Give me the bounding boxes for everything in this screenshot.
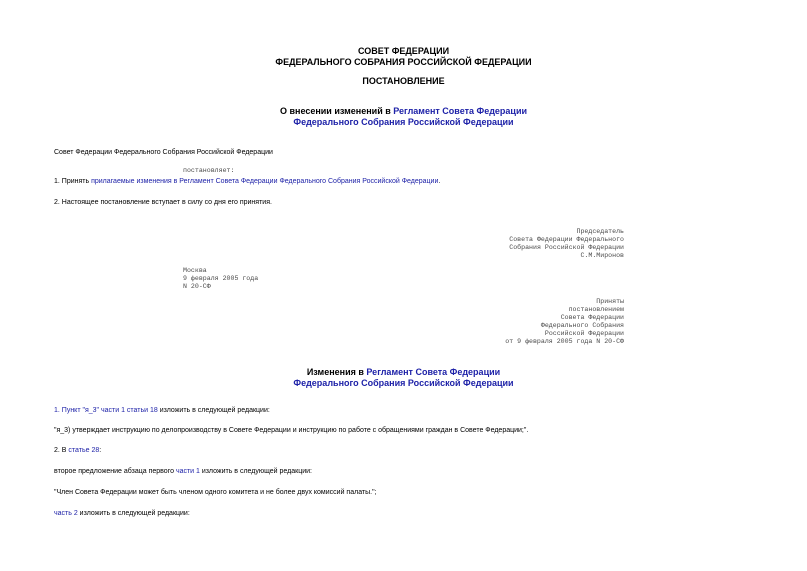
adopted-line5: Российской Федерации bbox=[544, 330, 624, 337]
title-prefix: О внесении изменений в bbox=[279, 106, 394, 116]
item-1 bbox=[54, 177, 440, 186]
item-2: 2. Настоящее постановление вступает в силу со дня его принятия. bbox=[54, 199, 272, 206]
adopted-line6: от 9 февраля 2005 года N 20-СФ bbox=[505, 338, 624, 345]
place-date: 9 февраля 2005 года bbox=[183, 275, 259, 282]
change-3-prefix: второе предложение абзаца первого bbox=[54, 468, 176, 475]
reglament-link[interactable]: Регламент Совета Федерации bbox=[393, 106, 528, 116]
change-5 bbox=[54, 509, 190, 518]
intro-text: Совет Федерации Федерального Собрания Российской Федерации bbox=[54, 149, 273, 156]
change-5-suffix: изложить в следующей редакции: bbox=[77, 510, 190, 517]
org-name-line2: ФЕДЕРАЛЬНОГО СОБРАНИЯ РОССИЙСКОЙ ФЕДЕРАЦИИ bbox=[275, 57, 532, 67]
change-2-prefix: 2. В bbox=[54, 447, 69, 454]
org-name-line1: СОВЕТ ФЕДЕРАЦИИ bbox=[357, 46, 450, 56]
resolves-text: постановляет: bbox=[183, 167, 235, 174]
change-3-link[interactable]: части 1 bbox=[175, 468, 200, 475]
change-5-link[interactable]: часть 2 bbox=[54, 510, 78, 517]
signature-line1: Председатель bbox=[576, 228, 624, 235]
change-4-quote: "Член Совета Федерации может быть членом одного комитета и не более двух комиссий палаты."; bbox=[54, 489, 377, 496]
changes-title-prefix: Изменения в bbox=[306, 367, 367, 377]
changes-title-line1 bbox=[0, 367, 807, 378]
change-2-suffix: : bbox=[99, 447, 102, 454]
change-1 bbox=[54, 406, 270, 415]
document-title-line1 bbox=[0, 106, 807, 117]
adopted-line3: Совета Федерации bbox=[560, 314, 624, 321]
signature-line2: Совета Федерации Федерального bbox=[509, 236, 624, 243]
changes-title-line2[interactable]: Федерального Собрания Российской Федерации bbox=[293, 378, 514, 388]
changes-reglament-link[interactable]: Регламент Совета Федерации bbox=[366, 367, 501, 377]
change-3-suffix: изложить в следующей редакции: bbox=[199, 468, 312, 475]
signature-line3: Собрания Российской Федерации bbox=[509, 244, 624, 251]
adopted-line4: Федерального Собрания bbox=[540, 322, 624, 329]
adopted-line2: постановлением bbox=[568, 306, 624, 313]
document-type: ПОСТАНОВЛЕНИЕ bbox=[362, 76, 445, 86]
item-1-link[interactable]: прилагаемые изменения в Регламент Совета Федерации Федерального Собрания Российской Федерации bbox=[91, 178, 439, 185]
place-city: Москва bbox=[183, 267, 207, 274]
change-2-link[interactable]: статье 28 bbox=[68, 447, 100, 454]
change-3 bbox=[54, 467, 312, 476]
signature-name: С.М.Миронов bbox=[580, 252, 624, 259]
document-title-line2[interactable]: Федерального Собрания Российской Федерации bbox=[293, 117, 514, 127]
place-number: N 20-СФ bbox=[183, 283, 211, 290]
item-1-suffix: . bbox=[438, 178, 441, 185]
change-1-link[interactable]: 1. Пункт "я_3" части 1 статьи 18 bbox=[54, 407, 158, 414]
change-2 bbox=[54, 446, 101, 455]
change-1-suffix: изложить в следующей редакции: bbox=[157, 407, 270, 414]
item-1-prefix: 1. Принять bbox=[54, 178, 92, 185]
change-1-quote: "я_3) утверждает инструкцию по делопроизводству в Совете Федерации и инструкцию по работе с обращениями граждан в Совете Федерации;". bbox=[54, 427, 529, 434]
adopted-line1: Приняты bbox=[596, 298, 624, 305]
